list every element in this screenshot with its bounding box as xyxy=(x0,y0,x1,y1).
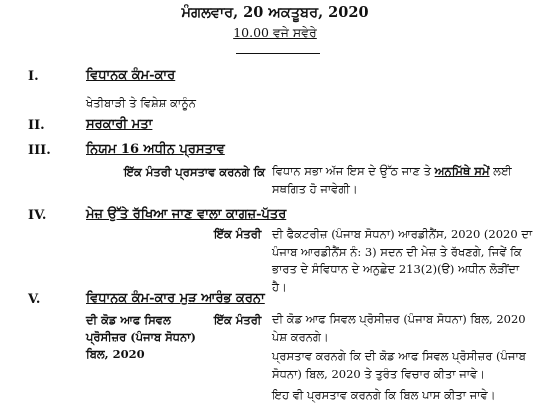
section-3-number: III. xyxy=(28,143,51,158)
section-3-mover: ਇੱਕ ਮੰਤਰੀ ਪ੍ਰਸਤਾਵ ਕਰਨਗੇ ਕਿ xyxy=(124,165,266,179)
bill-name-line-2: ਪ੍ਰੋਸੀਜ਼ਰ (ਪੰਜਾਬ ਸੋਧਨਾ) xyxy=(86,330,196,344)
section-1-number: I. xyxy=(28,69,39,84)
indefinite-period-text: ਅਨਮਿੱਥੇ ਸਮੇਂ xyxy=(434,164,490,178)
section-5-number: V. xyxy=(28,292,41,307)
section-1-heading: ਵਿਧਾਨਕ ਕੰਮ-ਕਾਰ xyxy=(86,68,176,83)
section-2-number: II. xyxy=(28,118,45,133)
section-4-mover: ਇੱਕ ਮੰਤਰੀ xyxy=(214,227,262,241)
section-3-motion: ਵਿਧਾਨ ਸਭਾ ਅੱਜ ਇਸ ਦੇ ਉੱਠ ਜਾਣ ਤੇ ਅਨਮਿੱਥੇ ਸਮੇਂ ਲਈ ਸਥਗਿਤ ਹੋ ਜਾਵੇਗੀ। xyxy=(272,164,512,196)
bill-pass-text: ਇਹ ਵੀ ਪ੍ਰਸਤਾਵ ਕਰਨਗੇ ਕਿ ਬਿਲ ਪਾਸ ਕੀਤਾ ਜਾਵੇ। xyxy=(272,388,496,402)
section-4-number: IV. xyxy=(28,208,47,223)
section-4-heading: ਮੇਜ਼ ਉੱਤੇ ਰੱਖਿਆ ਜਾਣ ਵਾਲਾ ਕਾਗਜ਼-ਪੱਤਰ xyxy=(86,207,287,222)
agenda-time: 10.00 ਵਜੇ ਸਵੇਰੇ xyxy=(233,25,317,40)
bill-introduce-text: ਦੀ ਕੋਡ ਆਫ ਸਿਵਲ ਪ੍ਰੋਸੀਜ਼ਰ (ਪੰਜਾਬ ਸੋਧਨਾ) ਬਿਲ, 2020 ਪੇਸ਼ ਕਰਨਗੇ। xyxy=(272,312,526,344)
header-divider xyxy=(236,53,320,54)
bill-name-line-1: ਦੀ ਕੋਡ ਆਫ ਸਿਵਲ xyxy=(86,313,171,327)
bill-consider-text: ਪ੍ਰਸਤਾਵ ਕਰਨਗੇ ਕਿ ਦੀ ਕੋਡ ਆਫ ਸਿਵਲ ਪ੍ਰੋਸੀਜ਼ਰ (ਪੰਜਾਬ ਸੋਧਨਾ) ਬਿਲ, 2020 ਤੇ ਤੁਰੰਤ ਵਿਚਾਰ ਕੀਤਾ ਜਾਵੇ। xyxy=(272,349,526,381)
section-5-heading: ਵਿਧਾਨਕ ਕੰਮ-ਕਾਰ ਮੁੜ ਆਰੰਭ ਕਰਨਾ xyxy=(86,291,265,306)
section-2-heading: ਸਰਕਾਰੀ ਮਤਾ xyxy=(86,117,153,132)
section-1-item: ਖੇਤੀਬਾੜੀ ਤੇ ਵਿਸ਼ੇਸ਼ ਕਾਨੂੰਨ xyxy=(86,96,196,110)
section-3-heading: ਨਿਯਮ 16 ਅਧੀਨ ਪ੍ਰਸਤਾਵ xyxy=(86,142,225,157)
agenda-date: ਮੰਗਲਵਾਰ, 20 ਅਕਤੂਬਰ, 2020 xyxy=(181,4,369,21)
section-4-paper-text: ਦੀ ਫੈਕਟਰੀਜ਼ (ਪੰਜਾਬ ਸੋਧਨਾ) ਆਰਡੀਨੈਂਸ, 2020 (2020 ਦਾ ਪੰਜਾਬ ਆਰਡੀਨੈਂਸ ਨੰ: 3) ਸਦਨ ਦੀ ਮੇਜ਼ ਤੇ ਰੱਖਣਗੇ, ਜਿਵੇਂ ਕਿ ਭਾਰਤ ਦੇ ਸੰਵਿਧਾਨ ਦੇ ਅਨੁਛੇਦ 213(2)(ੳ) ਅਧੀਨ ਲੋੜੀਂਦਾ ਹੈ। xyxy=(272,227,533,294)
section-5-mover: ਇੱਕ ਮੰਤਰੀ xyxy=(214,313,262,327)
bill-name-line-3: ਬਿਲ, 2020 xyxy=(86,347,145,361)
